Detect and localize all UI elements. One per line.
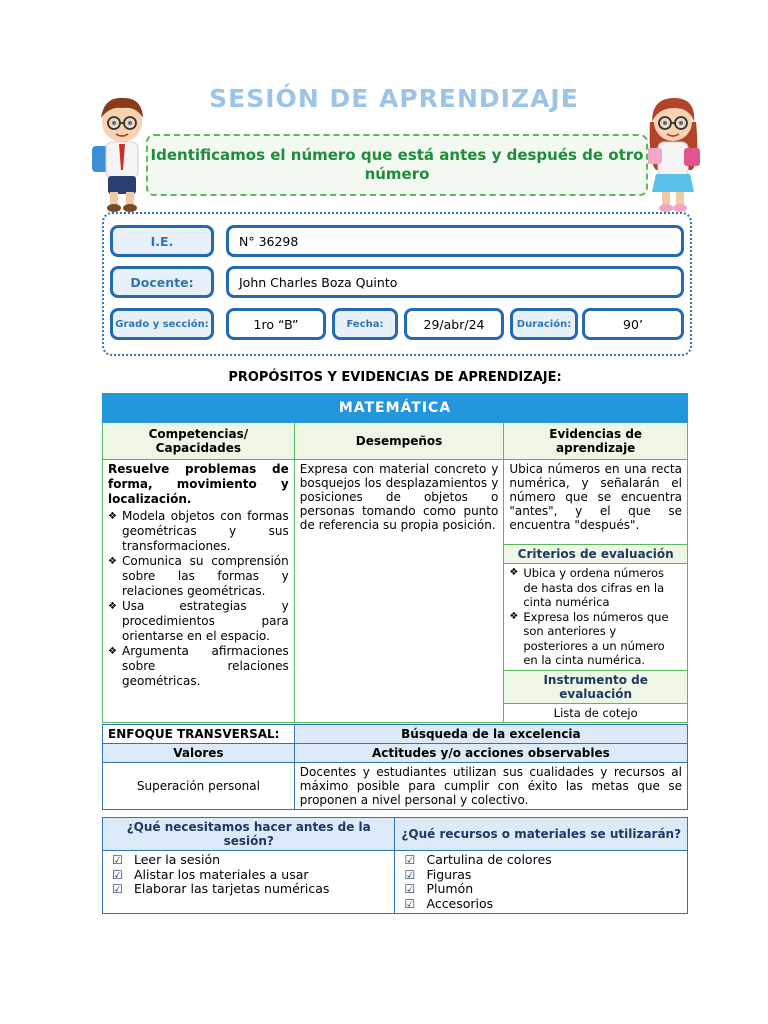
list-item: ☑ Accesorios <box>400 897 682 912</box>
duracion-label: Duración: <box>510 308 578 340</box>
page-title: SESIÓN DE APRENDIZAJE <box>209 84 579 113</box>
fecha-value: 29/abr/24 <box>404 308 504 340</box>
purposes-table <box>102 393 688 723</box>
area-header: MATEMÁTICA <box>103 394 688 423</box>
ie-label: I.E. <box>110 225 214 257</box>
valores-header: Valores <box>103 744 295 763</box>
instrumento-value: Lista de cotejo <box>504 703 688 722</box>
enfoque-table <box>102 724 688 810</box>
duracion-value: 90’ <box>582 308 684 340</box>
girl-student-illustration <box>640 92 706 214</box>
col-desempenos: Desempeños <box>294 423 504 460</box>
ie-value: N° 36298 <box>226 225 684 257</box>
list-item: ☑ Plumón <box>400 882 682 897</box>
valor-cell: Superación personal <box>103 763 295 810</box>
actitud-cell: Docentes y estudiantes utilizan sus cualidades y recursos al máximo posible para cumplir con éxito las metas que se proponen a nivel personal y colectivo. <box>294 763 687 810</box>
criterios-cell <box>504 564 688 671</box>
list-item: ❖ Ubica y ordena números de hasta dos cifras en la cinta numérica <box>509 566 682 610</box>
instrumento-header: Instrumento de evaluación <box>504 670 688 703</box>
list-item: ☑ Alistar los materiales a usar <box>108 868 389 883</box>
evidencia-cell: Ubica números en una recta numérica, y señalarán el número que se encuentra "antes", y el que se encuentra "después". <box>504 460 688 545</box>
actitudes-header: Actitudes y/o acciones observables <box>294 744 687 763</box>
desempeno-cell: Expresa con material concreto y bosquejos los desplazamientos y posiciones de objetos o personas tomando como punto de referencia su propia posición. <box>294 460 504 723</box>
grado-value: 1ro “B” <box>226 308 326 340</box>
session-topic: Identificamos el número que está antes y después de otro número <box>150 146 644 183</box>
antes-cell <box>103 851 395 914</box>
info-panel <box>102 212 692 356</box>
fecha-label: Fecha: <box>332 308 398 340</box>
session-topic-box <box>146 134 648 196</box>
list-item: ☑ Leer la sesión <box>108 853 389 868</box>
enfoque-value: Búsqueda de la excelencia <box>294 725 687 744</box>
list-item: ☑ Elaborar las tarjetas numéricas <box>108 882 389 897</box>
recursos-cell <box>395 851 688 914</box>
list-item: ☑ Cartulina de colores <box>400 853 682 868</box>
competencias-cell <box>103 460 295 723</box>
competencia-title: Resuelve problemas de forma, movimiento y localización. <box>108 462 289 506</box>
grado-label: Grado y sección: <box>110 308 214 340</box>
list-item: ❖ Modela objetos con formas geométricas y sus transformaciones. <box>108 509 289 554</box>
criterios-header: Criterios de evaluación <box>504 545 688 564</box>
list-item: ❖ Argumenta afirmaciones sobre relaciones geométricas. <box>108 644 289 689</box>
antes-header: ¿Qué necesitamos hacer antes de la sesión? <box>103 818 395 851</box>
col-evidencias: Evidencias de aprendizaje <box>504 423 688 460</box>
list-item: ❖ Comunica su comprensión sobre las formas y relaciones geométricas. <box>108 554 289 599</box>
preparation-table <box>102 817 688 914</box>
docente-value: John Charles Boza Quinto <box>226 266 684 298</box>
purposes-heading: PROPÓSITOS Y EVIDENCIAS DE APRENDIZAJE: <box>228 370 562 385</box>
recursos-header: ¿Qué recursos o materiales se utilizarán? <box>395 818 688 851</box>
boy-student-illustration <box>88 92 154 214</box>
list-item: ☑ Figuras <box>400 868 682 883</box>
col-competencias: Competencias/ Capacidades <box>103 423 295 460</box>
list-item: ❖ Usa estrategias y procedimientos para orientarse en el espacio. <box>108 599 289 644</box>
docente-label: Docente: <box>110 266 214 298</box>
list-item: ❖ Expresa los números que son anteriores y posteriores a un número en la cinta numérica. <box>509 610 682 668</box>
enfoque-label: ENFOQUE TRANSVERSAL: <box>103 725 295 744</box>
